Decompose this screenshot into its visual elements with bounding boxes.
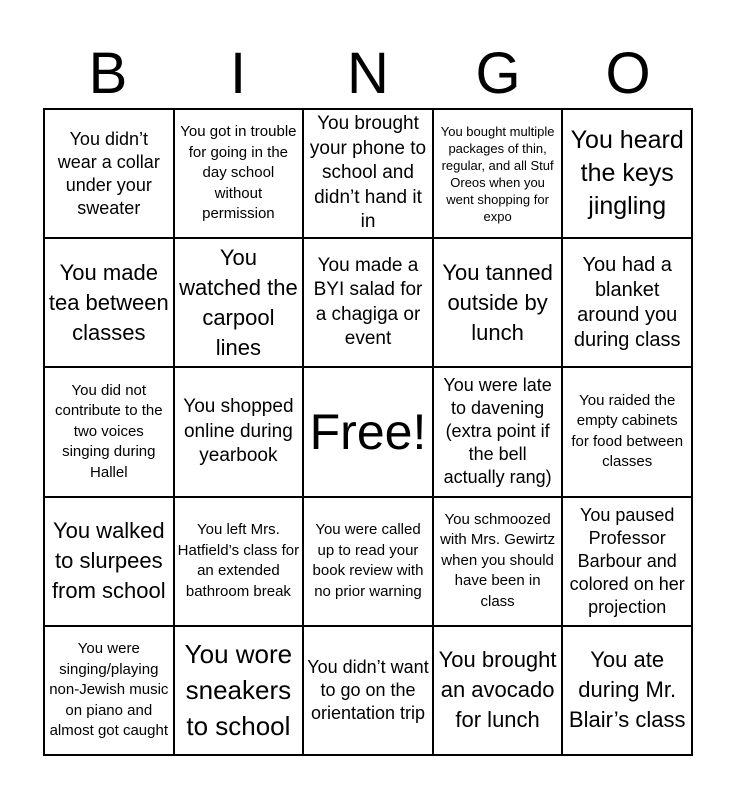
cell-text: You made tea between classes [48, 259, 169, 345]
header-letter-b: B [88, 41, 128, 106]
cell-text: You raided the empty cabinets for food between classes [571, 391, 684, 471]
cell-text: You shopped online during yearbook [183, 396, 294, 467]
bingo-cell[interactable] [174, 497, 304, 626]
bingo-cell[interactable] [174, 367, 304, 496]
bingo-cell[interactable] [433, 626, 563, 755]
bingo-cell[interactable] [433, 367, 563, 496]
bingo-cell[interactable] [174, 626, 304, 755]
cell-text: You didn’t want to go on the orientation trip [307, 656, 429, 723]
cell-text: You were singing/playing non-Jewish music on piano and almost got caught [49, 640, 169, 740]
cell-text: You did not contribute to the two voices singing during Hallel [55, 381, 163, 481]
cell-text: You got in trouble for going in the day school without permission [180, 123, 297, 223]
cell-text: You wore sneakers to school [184, 639, 293, 742]
header-letter-n: N [347, 41, 389, 106]
bingo-cell[interactable] [174, 238, 304, 367]
header-letter-i: I [229, 41, 247, 106]
bingo-header [43, 40, 693, 108]
cell-text: You made a BYI salad for a chagiga or event [313, 254, 423, 350]
bingo-cell[interactable] [562, 238, 692, 367]
bingo-cell[interactable] [433, 238, 563, 367]
bingo-cell[interactable] [433, 109, 563, 238]
cell-text: You paused Professor Barbour and colored on her projection [569, 504, 685, 617]
bingo-cell[interactable] [44, 497, 174, 626]
cell-text: You were called up to read your book review with no prior warning [312, 521, 424, 600]
bingo-cell[interactable] [174, 109, 304, 238]
free-space-text: Free! [309, 403, 427, 460]
header-letter-g: G [475, 41, 521, 106]
bingo-cell[interactable] [433, 497, 563, 626]
cell-text: You tanned outside by lunch [442, 259, 553, 345]
cell-text: You ate during Mr. Blair’s class [568, 647, 686, 733]
cell-text: You were late to davening (extra point if the bell actually rang) [443, 375, 552, 488]
cell-text: You had a blanket around you during class [573, 253, 681, 351]
bingo-cell[interactable] [44, 626, 174, 755]
cell-text: You left Mrs. Hatfield’s class for an extended bathroom break [177, 521, 300, 600]
bingo-grid [43, 108, 693, 756]
bingo-cell[interactable] [562, 626, 692, 755]
cell-text: You schmoozed with Mrs. Gewirtz when you should have been in class [440, 510, 556, 610]
cell-text: You walked to slurpees from school [51, 518, 166, 604]
bingo-cell[interactable] [562, 367, 692, 496]
header-letter-o: O [605, 41, 651, 106]
bingo-cell[interactable] [44, 238, 174, 367]
cell-text: You didn’t wear a collar under your sweater [57, 128, 160, 218]
bingo-cell[interactable] [44, 109, 174, 238]
bingo-cell[interactable] [303, 238, 433, 367]
bingo-cell[interactable] [562, 497, 692, 626]
cell-text: You brought an avocado for lunch [438, 647, 557, 733]
cell-text: You heard the keys jingling [570, 126, 684, 221]
cell-text: You brought your phone to school and didn’t hand it in [309, 113, 427, 233]
bingo-cell[interactable] [303, 626, 433, 755]
cell-text: You watched the carpool lines [179, 244, 298, 360]
bingo-cell[interactable] [44, 367, 174, 496]
bingo-cell[interactable] [562, 109, 692, 238]
bingo-cell[interactable] [303, 497, 433, 626]
free-space-cell[interactable] [303, 367, 433, 496]
cell-text: You bought multiple packages of thin, regular, and all Stuf Oreos when you went shopping for expo [440, 123, 555, 224]
bingo-cell[interactable] [303, 109, 433, 238]
